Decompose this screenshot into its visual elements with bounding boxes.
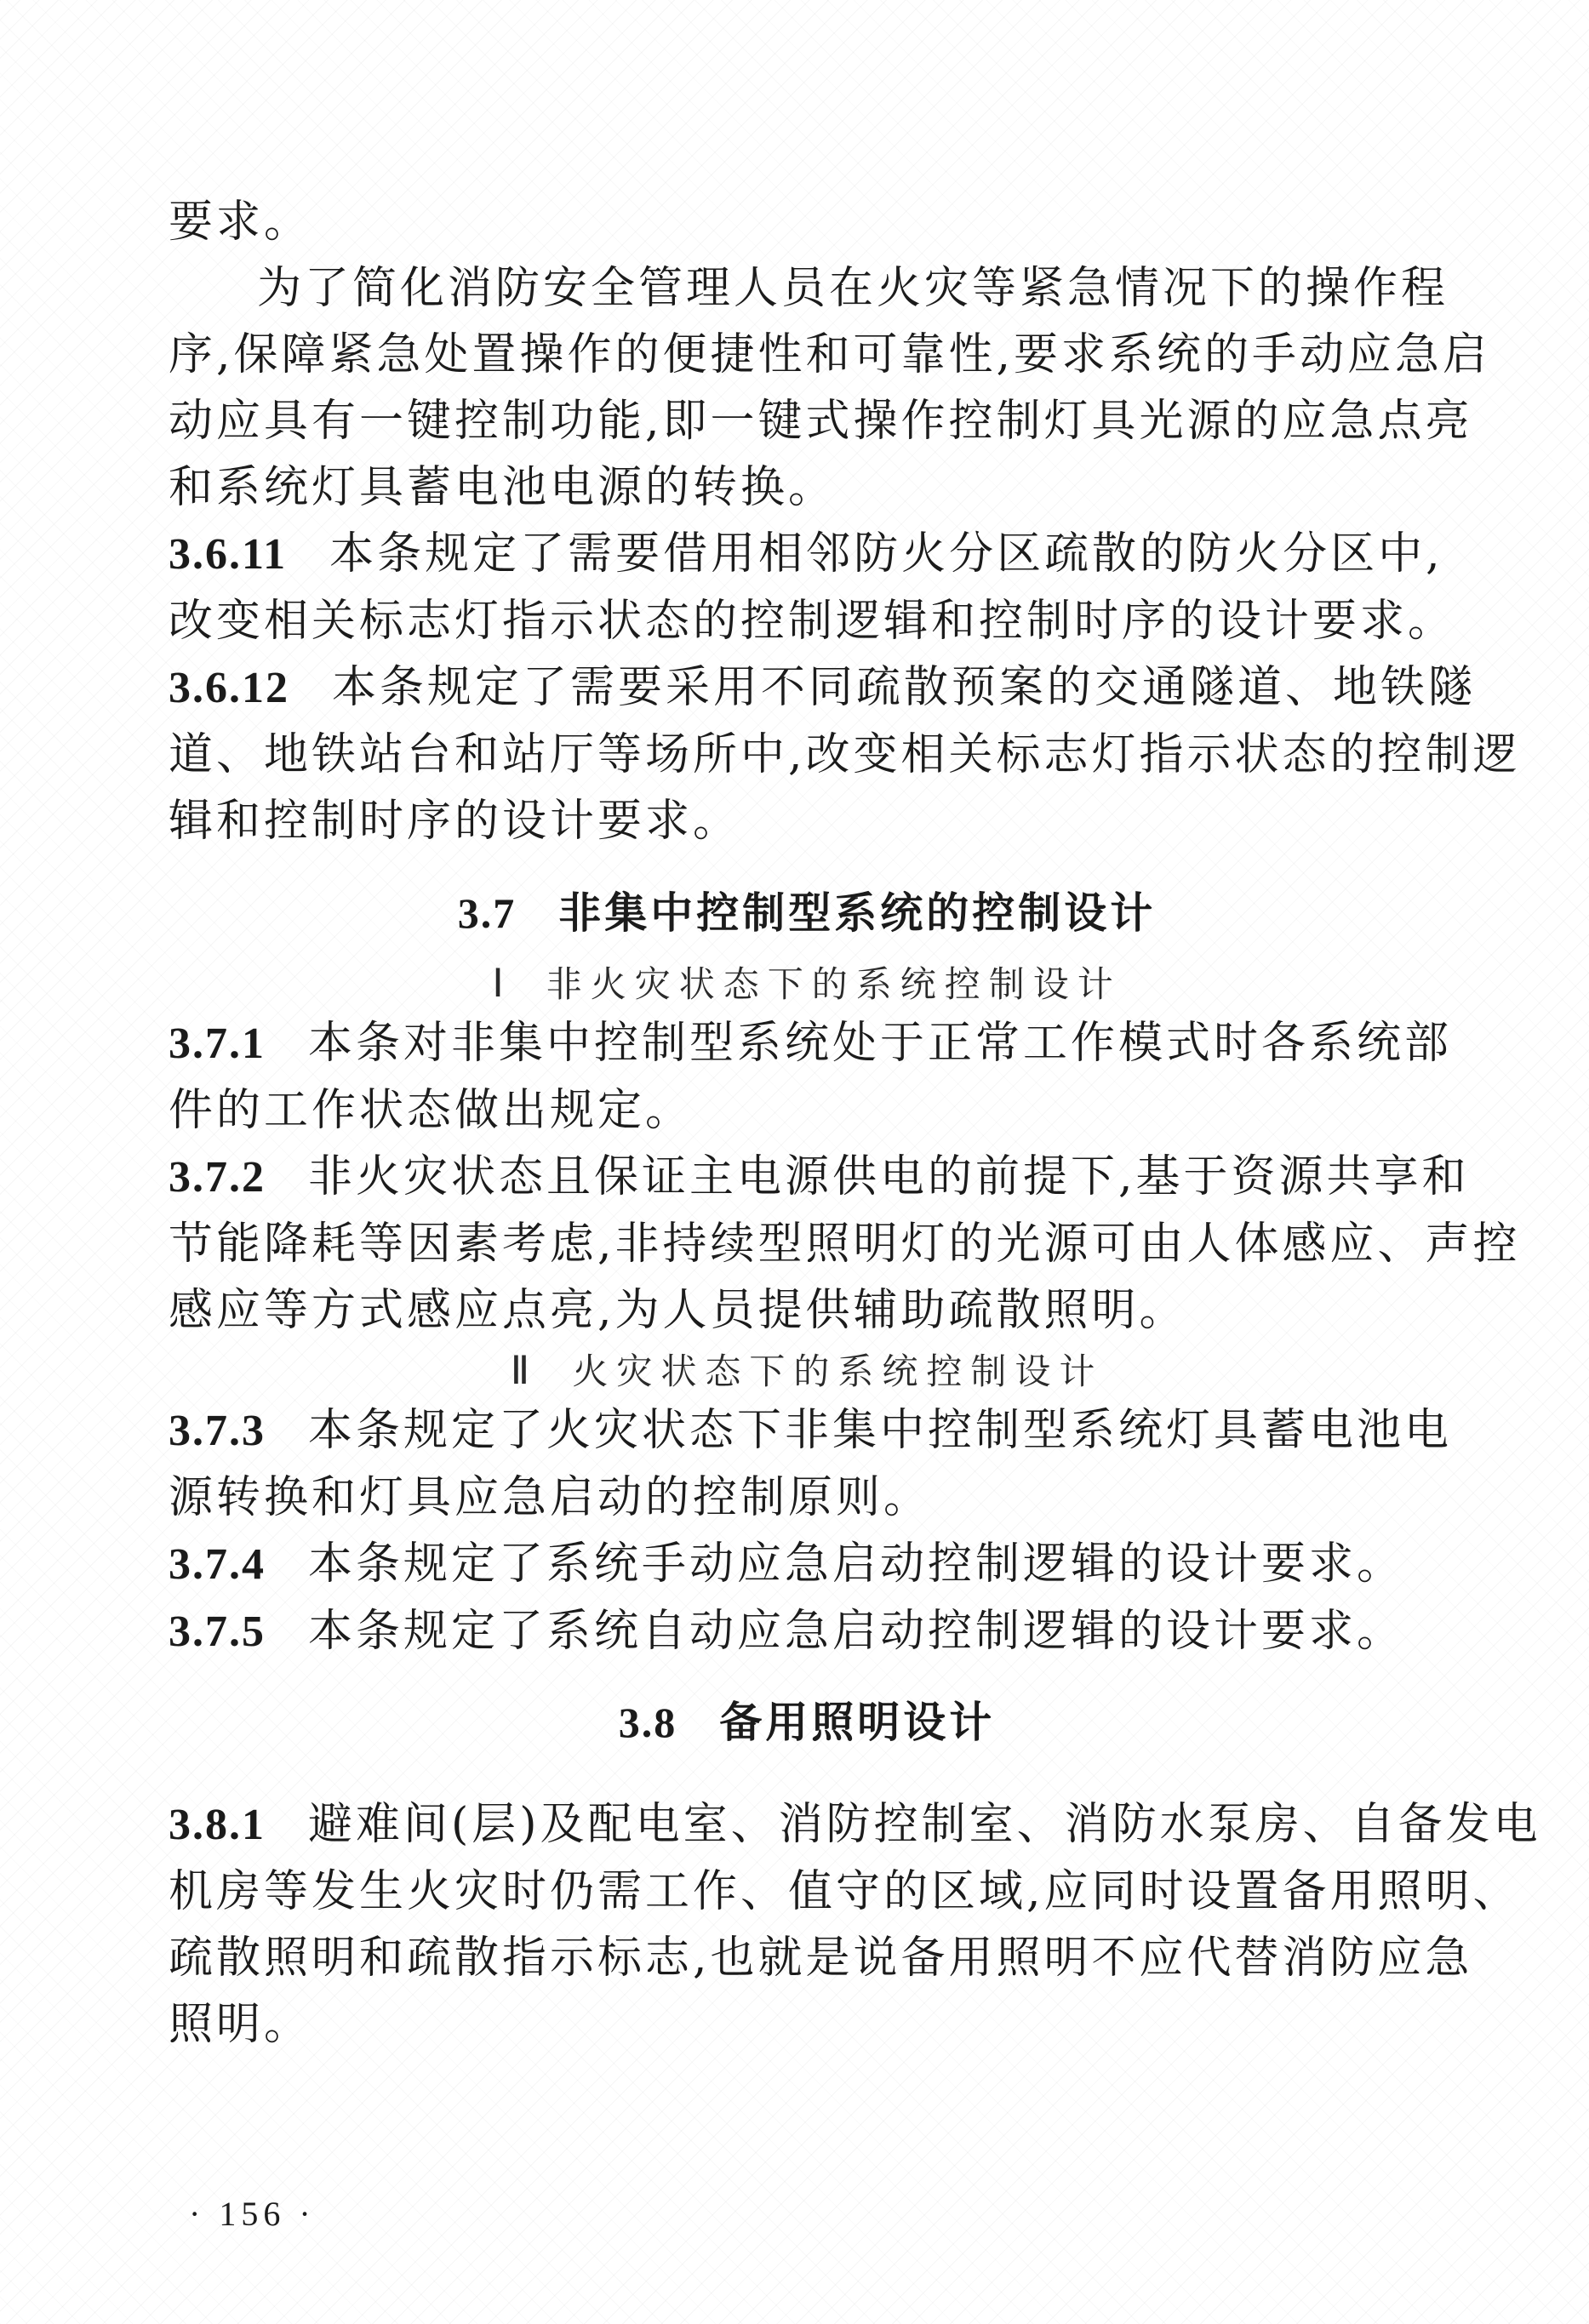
section-title: 备用照明设计 (719, 1698, 996, 1747)
subheading-title: 非火灾状态下的系统控制设计 (546, 963, 1122, 1005)
paragraph-group-3-8 (169, 1791, 1541, 2058)
line-text: 辑和控制时序的设计要求。 (169, 796, 741, 847)
section-heading-3-8 (169, 1698, 1445, 1747)
text-line (169, 1144, 1470, 1211)
paragraph (169, 1144, 1521, 1344)
section-title: 非集中控制型系统的控制设计 (558, 888, 1157, 938)
section-number: 3.7 (457, 889, 517, 937)
line-text: 要求。 (169, 197, 312, 248)
text-line (169, 654, 1477, 722)
text-line (169, 1991, 1445, 2058)
subheading-title: 火灾状态下的系统控制设计 (572, 1350, 1104, 1392)
line-text: 本条规定了系统手动应急启动控制逻辑的设计要求。 (308, 1539, 1405, 1590)
paragraph (169, 1010, 1453, 1144)
clause-number: 3.7.5 (169, 1607, 266, 1656)
line-text: 和系统灯具蓄电池电源的转换。 (169, 462, 837, 513)
line-text: 本条规定了需要借用相邻防火分区疏散的防火分区中, (329, 528, 1443, 580)
line-text: 本条对非集中控制型系统处于正常工作模式时各系统部 (308, 1018, 1453, 1069)
line-text: 动应具有一键控制功能,即一键式操作控制灯具光源的应急点亮 (169, 396, 1473, 447)
subheading-non-fire (169, 958, 1445, 1010)
paragraph-group-3-6 (169, 189, 1521, 854)
text-line (169, 1925, 1473, 1991)
text-line (169, 454, 1445, 521)
paragraph (169, 521, 1456, 654)
line-text: 改变相关标志灯指示状态的控制逻辑和控制时序的设计要求。 (169, 596, 1456, 647)
section-number: 3.8 (618, 1699, 677, 1746)
paragraph (169, 1598, 1445, 1665)
subheading-numeral: Ⅰ (492, 962, 504, 1005)
line-text: 源转换和灯具应急启动的控制原则。 (169, 1472, 932, 1523)
paragraph (169, 654, 1521, 854)
line-text: 本条规定了需要采用不同疏散预案的交通隧道、地铁隧 (332, 662, 1477, 713)
text-line (169, 588, 1456, 654)
text-line (169, 1211, 1521, 1277)
text-line (169, 388, 1473, 454)
text-line (169, 255, 1449, 322)
clause-number: 3.8.1 (169, 1801, 266, 1849)
line-text: 感应等方式感应点亮,为人员提供辅助疏散照明。 (169, 1285, 1187, 1336)
clause-number: 3.7.1 (169, 1019, 266, 1068)
clause-number: 3.7.2 (169, 1153, 266, 1202)
paragraph-group-3-7-ii (169, 1397, 1453, 1665)
line-text: 避难间(层)及配电室、消防控制室、消防水泵房、自备发电 (308, 1799, 1541, 1850)
line-text: 本条规定了系统自动应急启动控制逻辑的设计要求。 (308, 1606, 1405, 1657)
line-text: 疏散照明和疏散指示标志,也就是说备用照明不应代替消防应急 (169, 1933, 1473, 1984)
paragraph (169, 189, 1445, 255)
text-line (169, 1531, 1445, 1598)
paragraph (169, 255, 1491, 521)
text-line (169, 788, 1445, 854)
body-text (169, 189, 1541, 2058)
line-text: 件的工作状态做出规定。 (169, 1085, 694, 1136)
text-line (169, 1465, 1445, 1531)
paragraph-group-3-7-i (169, 1010, 1521, 1344)
line-text: 本条规定了火灾状态下非集中控制型系统灯具蓄电池电 (308, 1405, 1453, 1456)
line-text: 非火灾状态且保证主电源供电的前提下,基于资源共享和 (308, 1151, 1470, 1202)
clause-number: 3.6.12 (169, 664, 289, 712)
paragraph (169, 1397, 1453, 1531)
text-line (169, 1791, 1541, 1859)
text-line (169, 1010, 1453, 1077)
section-heading-3-7 (169, 888, 1445, 938)
text-line (169, 722, 1521, 788)
paragraph (169, 1791, 1541, 2058)
line-text: 节能降耗等因素考虑,非持续型照明灯的光源可由人体感应、声控 (169, 1219, 1521, 1270)
text-line (169, 1598, 1445, 1665)
line-text: 序,保障紧急处置操作的便捷性和可靠性,要求系统的手动应急启 (169, 329, 1491, 380)
text-line (169, 1397, 1453, 1465)
line-text: 照明。 (169, 1999, 312, 2050)
text-line (169, 1077, 1445, 1144)
text-line (169, 1277, 1445, 1344)
line-text: 机房等发生火灾时仍需工作、值守的区域,应同时设置备用照明、 (169, 1866, 1521, 1917)
page-number: · 156 · (189, 2195, 316, 2233)
subheading-fire (169, 1345, 1445, 1397)
clause-number: 3.7.4 (169, 1540, 266, 1589)
text-line (169, 1859, 1521, 1925)
text-line (169, 322, 1491, 388)
text-line (169, 521, 1445, 588)
clause-number: 3.6.11 (169, 530, 288, 579)
line-text: 为了简化消防安全管理人员在火灾等紧急情况下的操作程 (257, 263, 1449, 314)
subheading-numeral: Ⅱ (510, 1349, 530, 1392)
text-line (169, 189, 1445, 255)
line-text: 道、地铁站台和站厅等场所中,改变相关标志灯指示状态的控制逻 (169, 729, 1521, 780)
clause-number: 3.7.3 (169, 1407, 266, 1455)
paragraph (169, 1531, 1445, 1598)
